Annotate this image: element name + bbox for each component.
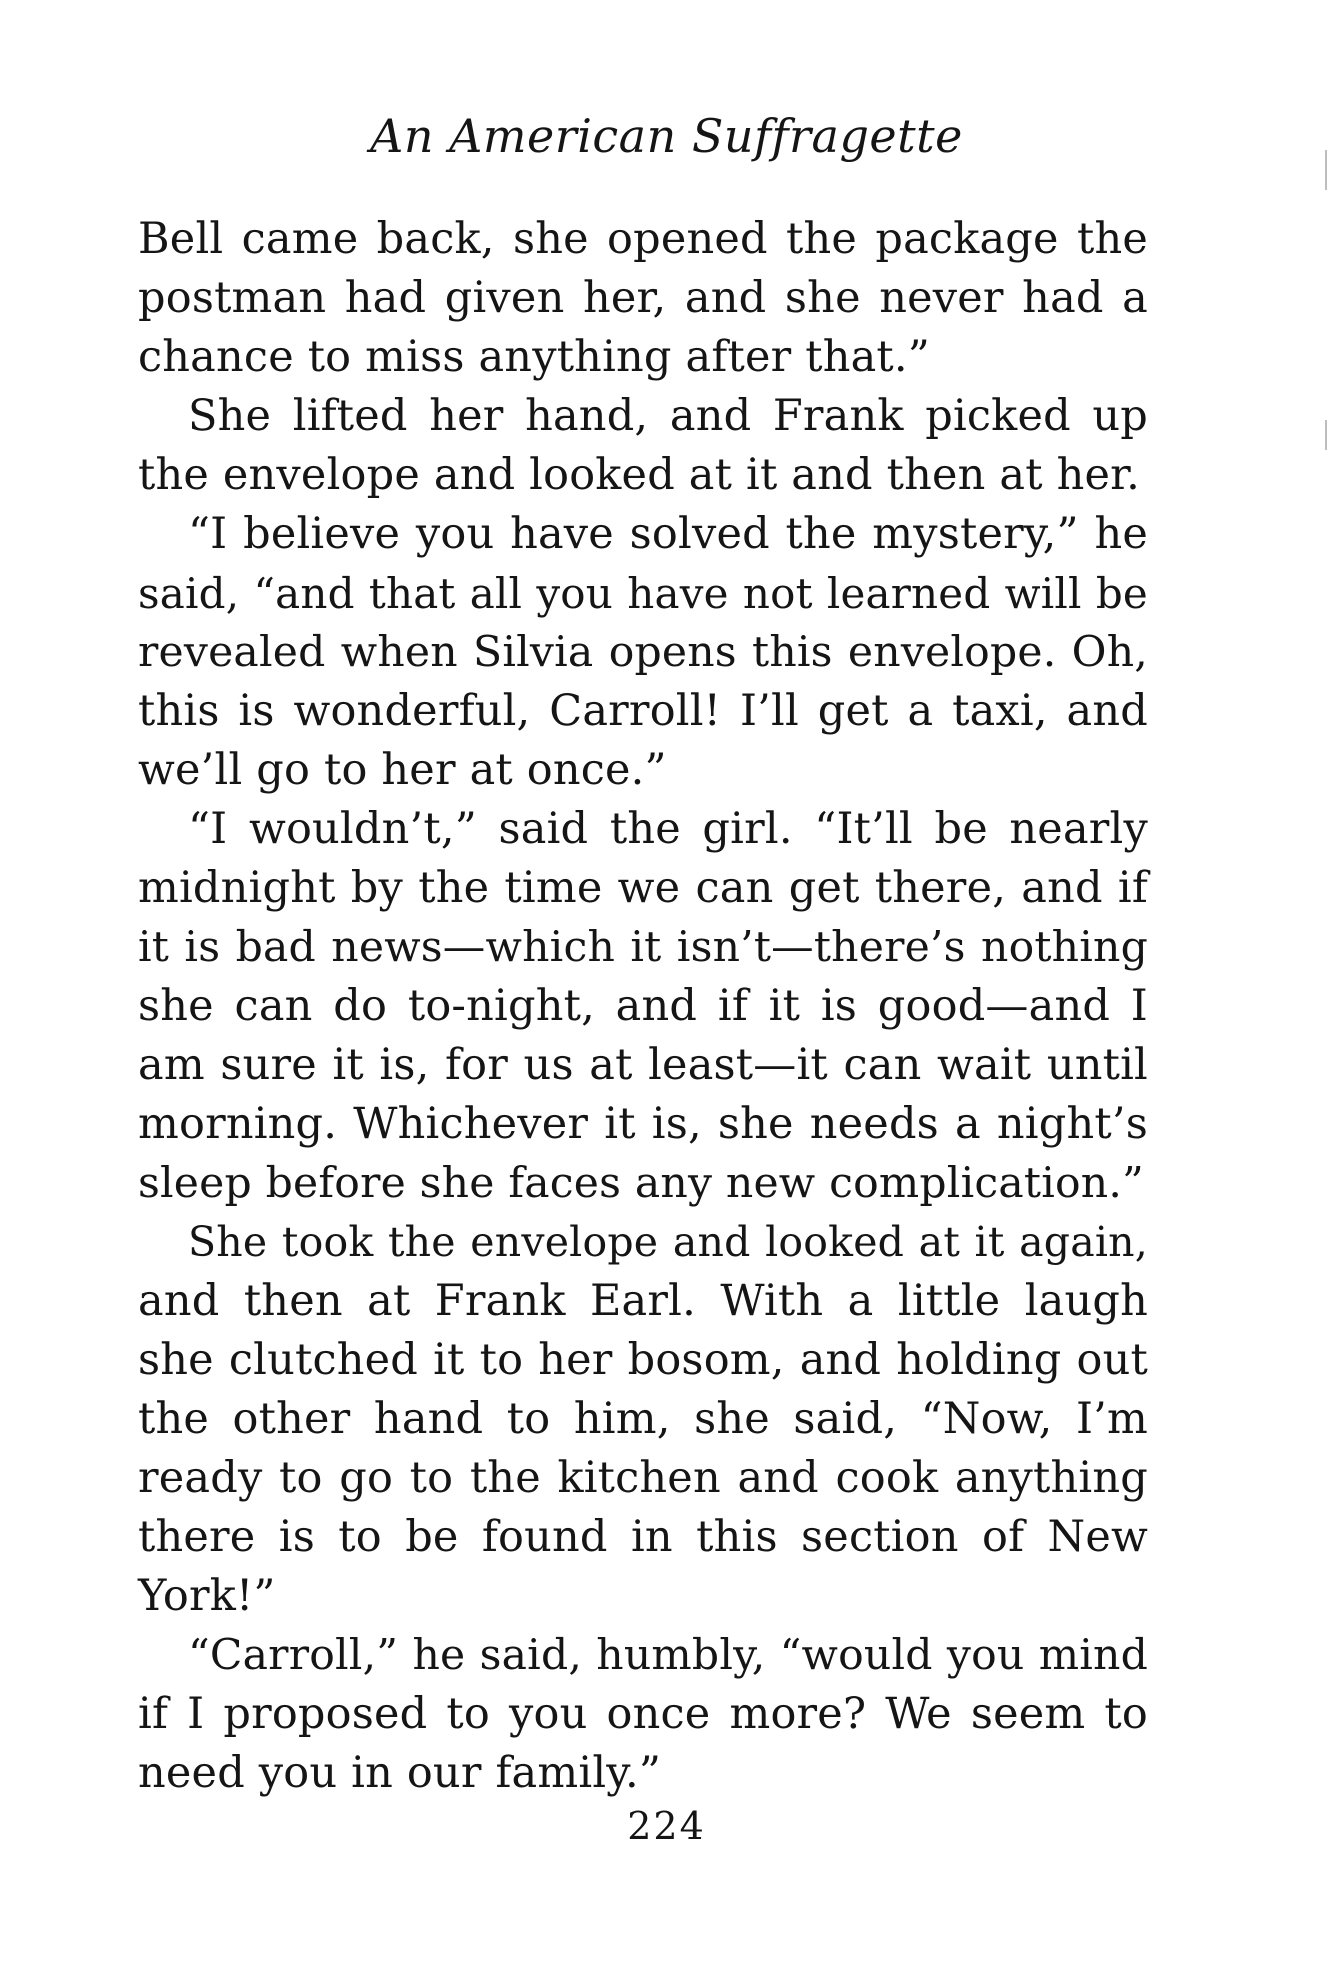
text-line: midnight by the time we can get there, and if <box>138 863 1148 913</box>
text-line: chance to miss anything after that.” <box>138 332 930 382</box>
body-text <box>138 210 1148 1803</box>
text-line: we’ll go to her at once.” <box>138 745 667 795</box>
text-line: if I proposed to you once more? We seem to <box>138 1689 1148 1739</box>
margin-scan-mark <box>1325 420 1327 450</box>
text-line: the other hand to him, she said, “Now, I’m <box>138 1394 1148 1444</box>
text-line: “I believe you have solved the mystery,” he <box>188 509 1148 559</box>
text-line: morning. Whichever it is, she needs a night’s <box>138 1099 1148 1149</box>
text-line: She lifted her hand, and Frank picked up <box>188 391 1148 441</box>
text-line: revealed when Silvia opens this envelope. Oh, <box>138 628 1148 677</box>
text-line: ready to go to the kitchen and cook anything <box>138 1453 1148 1503</box>
text-line: there is to be found in this section of New <box>138 1512 1148 1562</box>
text-line: “Carroll,” he said, humbly, “would you mind <box>188 1631 1148 1680</box>
page-number: 224 <box>627 1804 706 1848</box>
text-line: “I wouldn’t,” said the girl. “It’ll be nearly <box>188 804 1148 854</box>
text-line: she clutched it to her bosom, and holding out <box>138 1335 1148 1385</box>
text-line: she can do to-night, and if it is good—and I <box>138 981 1148 1031</box>
text-line: am sure it is, for us at least—it can wait until <box>138 1040 1148 1090</box>
text-line: this is wonderful, Carroll! I’ll get a taxi, and <box>138 686 1148 736</box>
text-line: need you in our family.” <box>138 1748 662 1798</box>
text-line: York!” <box>138 1571 276 1621</box>
text-line: sleep before she faces any new complication.” <box>138 1159 1144 1208</box>
text-line: postman had given her, and she never had a <box>138 273 1148 323</box>
text-line: Bell came back, she opened the package the <box>138 214 1148 264</box>
text-line: and then at Frank Earl. With a little laugh <box>138 1276 1148 1326</box>
margin-scan-mark <box>1325 150 1327 190</box>
text-line: it is bad news—which it isn’t—there’s nothing <box>138 923 1148 972</box>
running-head: An American Suffragette <box>370 109 963 163</box>
text-line: She took the envelope and looked at it again, <box>188 1218 1148 1266</box>
text-line: said, “and that all you have not learned will be <box>138 569 1148 618</box>
text-line: the envelope and looked at it and then at her. <box>138 450 1141 500</box>
